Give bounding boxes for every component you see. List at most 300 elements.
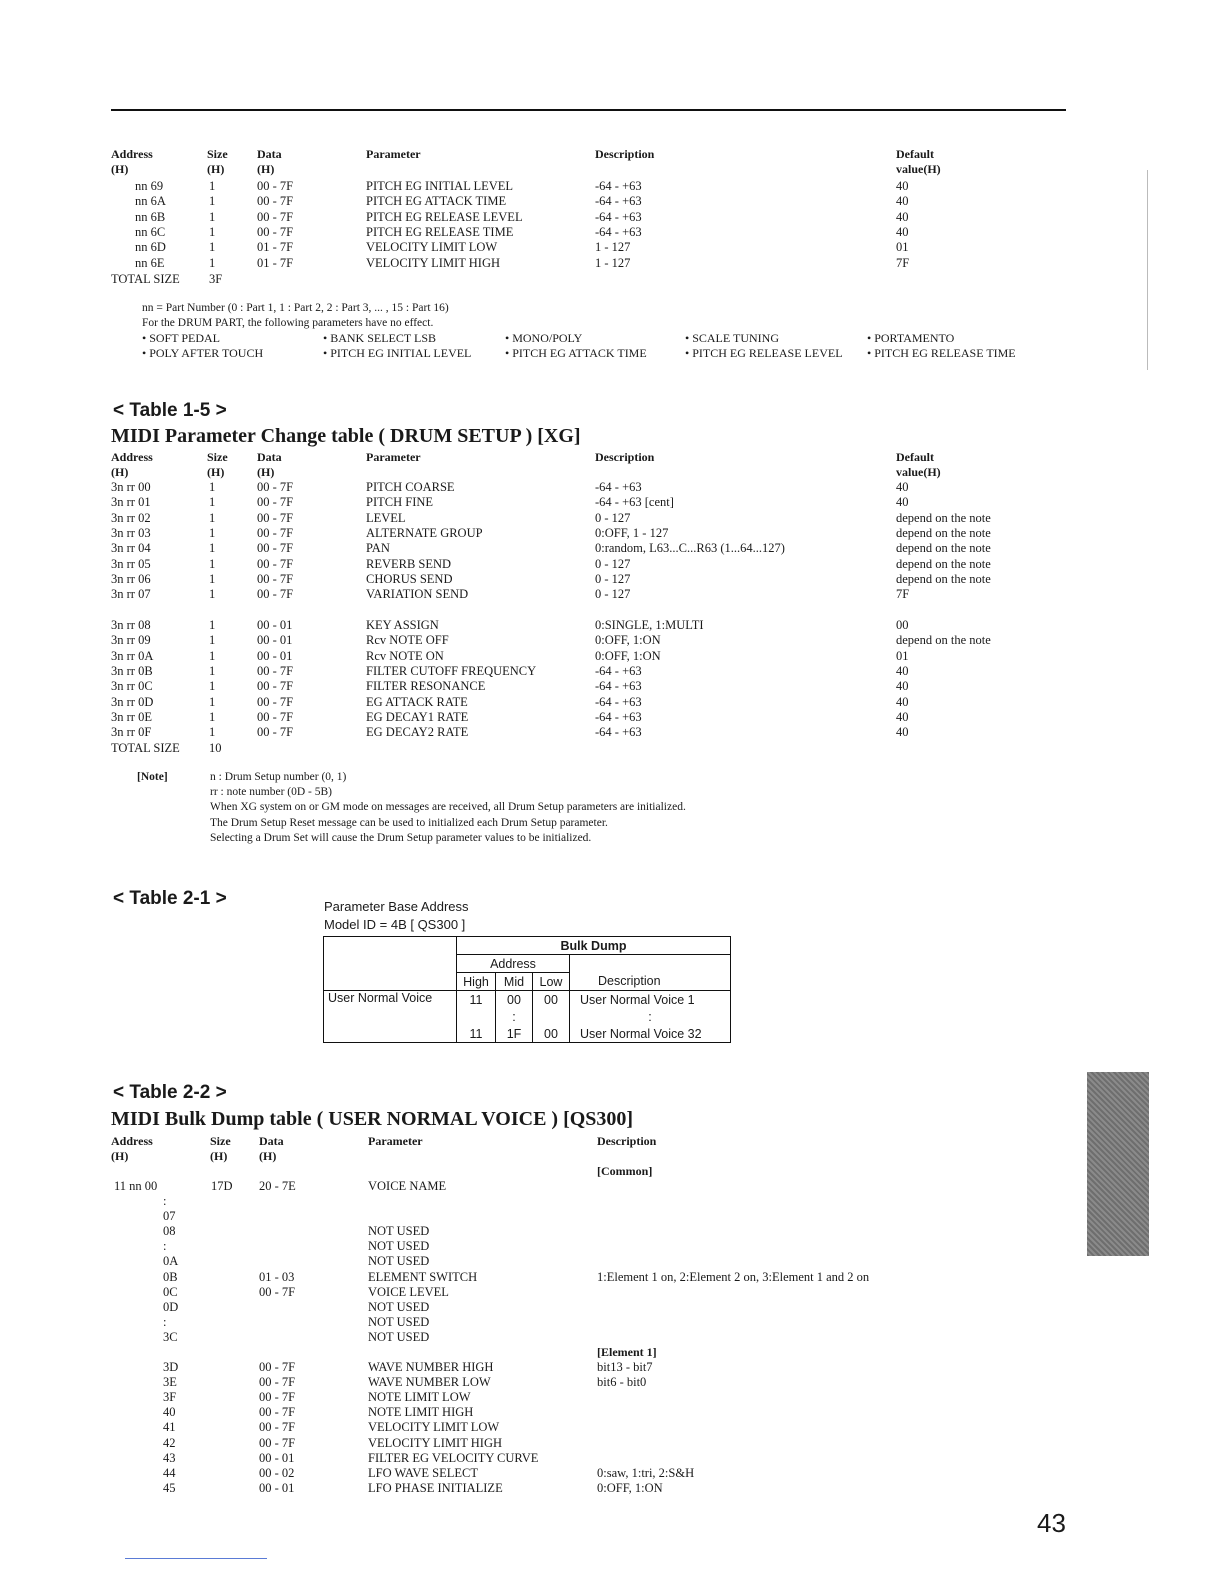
cell-default: 00 <box>896 618 909 632</box>
cell-parameter: VOICE LEVEL <box>368 1284 449 1299</box>
cell-size: 1 <box>209 480 216 494</box>
table-row <box>0 1193 1224 1209</box>
table-row <box>0 1314 1224 1330</box>
table-row <box>0 178 1224 194</box>
common-section-label: [Common] <box>597 1164 653 1178</box>
cell-data: 00 - 01 <box>257 618 293 632</box>
table-header <box>0 1133 1224 1149</box>
cell-address: nn 69 <box>135 179 164 193</box>
note-label: [Note] <box>137 771 168 783</box>
cell-data: 00 - 7F <box>259 1435 296 1450</box>
address-heading: Address <box>457 955 570 973</box>
cell-address: 0B <box>163 1269 178 1284</box>
header-default-unit: value(H) <box>896 465 941 479</box>
header-size-unit: (H) <box>207 465 225 479</box>
cell-data: 00 - 02 <box>259 1465 295 1480</box>
cell-default: 40 <box>896 663 909 678</box>
table-2-1-label: < Table 2-1 > <box>113 888 227 909</box>
cell-address: 0D <box>163 1299 179 1314</box>
cell-size: 1 <box>209 525 216 540</box>
header-size: Size <box>207 147 228 161</box>
cell-data: 00 - 7F <box>257 725 294 740</box>
cell-description: 0:SINGLE, 1:MULTI <box>595 618 704 632</box>
cell-address: 3D <box>163 1360 179 1374</box>
cell-default: 40 <box>896 480 909 494</box>
cell-address: 3E <box>163 1375 177 1390</box>
table-row <box>0 1465 1224 1481</box>
cell-data: 00 - 7F <box>257 525 294 540</box>
table-row <box>0 709 1224 725</box>
voice-name-size: 17D <box>211 1179 233 1193</box>
cell-data: 00 - 7F <box>257 663 294 678</box>
model-id: Model ID = 4B [ QS300 ] <box>324 917 466 932</box>
cell-parameter: KEY ASSIGN <box>366 618 439 632</box>
cell-description: -64 - +63 <box>595 209 642 224</box>
header-parameter: Parameter <box>368 1134 423 1148</box>
cell-description: 1 - 127 <box>595 255 631 270</box>
cell-address: 3F <box>163 1390 177 1405</box>
cell-data: 01 - 7F <box>257 255 294 270</box>
drum-part-note: For the DRUM PART, the following parameters have no effect. <box>142 317 434 329</box>
cell-address: : <box>163 1239 167 1254</box>
cell-description: bit6 - bit0 <box>597 1375 647 1390</box>
table-row <box>0 1329 1224 1345</box>
table-row <box>0 1208 1224 1224</box>
cell-data: 00 - 01 <box>257 648 293 663</box>
cell-default: 40 <box>896 725 909 740</box>
part-number-note: nn = Part Number (0 : Part 1, 1 : Part 2, 2 : Part 3, ... , 15 : Part 16) <box>142 302 449 314</box>
side-thumb-tab <box>1087 1072 1149 1256</box>
r1-mid: 00 <box>496 991 533 1009</box>
cell-parameter: PITCH EG RELEASE LEVEL <box>366 209 523 224</box>
no-effect-item: • PITCH EG INITIAL LEVEL <box>323 346 472 360</box>
cell-address: 42 <box>163 1435 176 1450</box>
cell-address: nn 6A <box>135 194 166 209</box>
cell-description: 1 - 127 <box>595 240 631 255</box>
cell-size: 1 <box>209 209 216 224</box>
cell-description: -64 - +63 <box>595 194 642 209</box>
header-data: Data <box>259 1134 284 1148</box>
cell-description: -64 - +63 <box>595 679 642 694</box>
cell-data: 00 - 7F <box>257 541 294 556</box>
cell-data: 00 - 7F <box>259 1284 296 1299</box>
cell-parameter: NOT USED <box>368 1329 430 1344</box>
cell-data: 00 - 01 <box>259 1450 295 1465</box>
cell-parameter: PITCH EG ATTACK TIME <box>366 194 507 209</box>
cell-default: depend on the note <box>896 633 991 648</box>
table-row <box>0 510 1224 526</box>
table-row <box>0 663 1224 679</box>
cell-address: 3n rr 0B <box>111 663 153 678</box>
cell-data: 00 - 7F <box>259 1405 296 1420</box>
voice-name-row <box>0 1178 1224 1194</box>
table-header <box>0 449 1224 465</box>
table-row <box>0 494 1224 510</box>
cell-default: 40 <box>896 209 909 224</box>
header-address-unit: (H) <box>111 465 129 479</box>
cell-default: depend on the note <box>896 541 991 556</box>
cell-parameter: Rcv NOTE OFF <box>366 633 449 648</box>
table-row <box>0 1269 1224 1285</box>
cell-data: 00 - 7F <box>257 679 294 694</box>
header-description: Description <box>595 147 655 161</box>
no-effect-item: • SCALE TUNING <box>685 331 779 345</box>
header-address-unit: (H) <box>111 1149 129 1163</box>
cell-data: 00 - 7F <box>259 1420 296 1435</box>
cell-parameter: PITCH FINE <box>366 495 434 510</box>
table-row <box>0 1299 1224 1315</box>
cell-size: 1 <box>209 510 216 525</box>
cell-parameter: NOT USED <box>368 1314 430 1329</box>
header-size: Size <box>207 450 228 464</box>
cell-description: -64 - +63 <box>595 179 642 193</box>
cell-parameter: NOT USED <box>368 1239 430 1254</box>
table-row <box>0 724 1224 740</box>
cell-description: 1:Element 1 on, 2:Element 2 on, 3:Element 1 and 2 on <box>597 1269 870 1284</box>
header-address: Address <box>111 450 153 464</box>
cell-default: 7F <box>896 255 910 270</box>
cell-address: : <box>163 1314 167 1329</box>
bottom-rule <box>125 1558 267 1559</box>
table-row <box>0 1374 1224 1390</box>
cell-address: 3n rr 03 <box>111 525 151 540</box>
cell-parameter: FILTER RESONANCE <box>366 679 486 694</box>
cell-parameter: PITCH COARSE <box>366 480 455 494</box>
no-effect-item: • PITCH EG ATTACK TIME <box>505 346 647 360</box>
cell-data: 00 - 7F <box>259 1375 296 1390</box>
no-effect-item: • POLY AFTER TOUCH <box>142 346 264 360</box>
cell-size: 1 <box>209 694 216 709</box>
table-1-5-label: < Table 1-5 > <box>113 400 227 421</box>
cell-size: 1 <box>209 541 216 556</box>
cell-data: 00 - 7F <box>259 1360 296 1374</box>
cell-data: 01 - 7F <box>257 240 294 255</box>
low-heading: Low <box>533 973 570 991</box>
no-effect-item: • SOFT PEDAL <box>142 331 220 345</box>
cell-default: depend on the note <box>896 525 991 540</box>
total-size-label: TOTAL SIZE <box>111 741 180 755</box>
cell-size: 1 <box>209 255 216 270</box>
cell-size: 1 <box>209 224 216 239</box>
header-default-unit: value(H) <box>896 162 941 176</box>
cell-default: 01 <box>896 648 909 663</box>
cell-data: 00 - 7F <box>257 587 294 602</box>
table-header <box>0 146 1224 162</box>
cell-size: 1 <box>209 495 216 510</box>
cell-default: 40 <box>896 679 909 694</box>
high-heading: High <box>457 973 496 991</box>
cell-size: 1 <box>209 679 216 694</box>
cell-description: -64 - +63 <box>595 694 642 709</box>
cell-default: 40 <box>896 194 909 209</box>
cell-address: 45 <box>163 1480 176 1495</box>
cell-address: 0C <box>163 1284 178 1299</box>
header-size-unit: (H) <box>207 162 225 176</box>
top-rule <box>111 109 1066 111</box>
cell-data: 00 - 01 <box>259 1480 295 1495</box>
cell-default: depend on the note <box>896 571 991 586</box>
table-row <box>0 556 1224 572</box>
cell-parameter: VELOCITY LIMIT HIGH <box>366 255 501 270</box>
table-row <box>0 1389 1224 1405</box>
header-size: Size <box>210 1134 231 1148</box>
cell-size: 1 <box>209 663 216 678</box>
cell-address: nn 6C <box>135 224 166 239</box>
r2-mid: 1F <box>496 1025 533 1043</box>
cell-data: 00 - 7F <box>257 571 294 586</box>
cell-data: 00 - 7F <box>257 209 294 224</box>
cell-address: nn 6B <box>135 209 166 224</box>
total-size-label: TOTAL SIZE <box>111 272 180 286</box>
page-number: 43 <box>1037 1508 1066 1538</box>
cell-default: 01 <box>896 240 909 255</box>
r-dots-mid: : <box>496 1008 533 1025</box>
total-size-value: 3F <box>209 272 223 286</box>
cell-address: 3n rr 06 <box>111 571 151 586</box>
cell-data: 01 - 03 <box>259 1269 295 1284</box>
cell-parameter: NOT USED <box>368 1224 430 1239</box>
cell-parameter: NOT USED <box>368 1254 430 1269</box>
cell-parameter: VELOCITY LIMIT HIGH <box>368 1435 503 1450</box>
cell-size: 1 <box>209 709 216 724</box>
cell-description: -64 - +63 <box>595 725 642 740</box>
header-data-unit: (H) <box>257 162 275 176</box>
table-row <box>0 1223 1224 1239</box>
cell-parameter: CHORUS SEND <box>366 571 453 586</box>
cell-description: 0 - 127 <box>595 587 631 602</box>
total-size-value: 10 <box>209 741 222 755</box>
table-row <box>0 193 1224 209</box>
header-size-unit: (H) <box>210 1149 228 1163</box>
cell-description: -64 - +63 <box>595 709 642 724</box>
cell-address: : <box>163 1194 167 1208</box>
r1-low: 00 <box>533 991 570 1009</box>
cell-size: 1 <box>209 240 216 255</box>
cell-address: 3n rr 09 <box>111 633 151 648</box>
table-row <box>0 1450 1224 1466</box>
cell-size: 1 <box>209 571 216 586</box>
cell-address: 0A <box>163 1254 179 1269</box>
table-row <box>0 1253 1224 1269</box>
cell-parameter: LEVEL <box>366 510 406 525</box>
cell-parameter: NOTE LIMIT HIGH <box>368 1405 474 1420</box>
table-row <box>0 1359 1224 1375</box>
table-row <box>0 1284 1224 1300</box>
cell-parameter: VELOCITY LIMIT LOW <box>366 240 498 255</box>
cell-data: 00 - 7F <box>257 480 294 494</box>
cell-size: 1 <box>209 587 216 602</box>
table-row <box>0 224 1224 240</box>
table-row <box>0 586 1224 602</box>
cell-address: nn 6E <box>135 255 165 270</box>
cell-address: 3C <box>163 1329 178 1344</box>
cell-description: 0 - 127 <box>595 510 631 525</box>
no-effect-item: • PITCH EG RELEASE TIME <box>867 346 1016 360</box>
cell-parameter: PITCH EG RELEASE TIME <box>366 224 514 239</box>
cell-size: 1 <box>209 556 216 571</box>
cell-data: 00 - 01 <box>257 633 293 648</box>
cell-parameter: PITCH EG INITIAL LEVEL <box>366 179 514 193</box>
cell-address: 3n rr 0D <box>111 694 154 709</box>
table-row <box>0 239 1224 255</box>
cell-parameter: EG DECAY2 RATE <box>366 725 469 740</box>
cell-default: depend on the note <box>896 556 991 571</box>
header-data-unit: (H) <box>257 465 275 479</box>
cell-default: 40 <box>896 179 909 193</box>
cell-address: 3n rr 08 <box>111 618 151 632</box>
cell-address: 3n rr 0E <box>111 709 152 724</box>
cell-parameter: Rcv NOTE ON <box>366 648 444 663</box>
parameter-base-address: Parameter Base Address <box>324 899 469 914</box>
header-address-unit: (H) <box>111 162 129 176</box>
cell-parameter: ELEMENT SWITCH <box>368 1269 478 1284</box>
table-row <box>0 540 1224 556</box>
cell-default: 40 <box>896 694 909 709</box>
cell-description: -64 - +63 [cent] <box>595 495 674 510</box>
cell-parameter: REVERB SEND <box>366 556 452 571</box>
r1-desc: User Normal Voice 1 <box>570 991 731 1009</box>
table-row <box>0 571 1224 587</box>
cell-description: 0:saw, 1:tri, 2:S&H <box>597 1465 695 1480</box>
table-row <box>0 1404 1224 1420</box>
cell-address: 3n rr 05 <box>111 556 151 571</box>
cell-data: 00 - 7F <box>257 694 294 709</box>
r-dots-desc: : <box>570 1008 731 1025</box>
note-line: rr : note number (0D - 5B) <box>210 786 332 799</box>
cell-address: 3n rr 02 <box>111 510 151 525</box>
cell-description: 0 - 127 <box>595 556 631 571</box>
table-row <box>0 648 1224 664</box>
table-row <box>0 632 1224 648</box>
header-parameter: Parameter <box>366 147 421 161</box>
cell-parameter: NOTE LIMIT LOW <box>368 1390 471 1405</box>
cell-parameter: LFO PHASE INITIALIZE <box>368 1480 503 1495</box>
r2-low: 00 <box>533 1025 570 1043</box>
cell-data: 00 - 7F <box>257 179 294 193</box>
cell-description: -64 - +63 <box>595 224 642 239</box>
cell-parameter: LFO WAVE SELECT <box>368 1465 478 1480</box>
cell-parameter: VARIATION SEND <box>366 587 469 602</box>
table-row <box>0 209 1224 225</box>
table-2-2-label: < Table 2-2 > <box>113 1082 227 1103</box>
cell-size: 1 <box>209 618 216 632</box>
cell-data: 00 - 7F <box>257 224 294 239</box>
cell-address: 43 <box>163 1450 176 1465</box>
header-description: Description <box>595 450 655 464</box>
r2-desc: User Normal Voice 32 <box>570 1025 731 1043</box>
header-default: Default <box>896 450 934 464</box>
cell-parameter: FILTER EG VELOCITY CURVE <box>368 1450 539 1465</box>
table-row <box>0 1480 1224 1496</box>
mid-heading: Mid <box>496 973 533 991</box>
header-description: Description <box>597 1134 657 1148</box>
cell-address: 07 <box>163 1209 176 1224</box>
cell-address: 3n rr 01 <box>111 495 151 510</box>
cell-default: 7F <box>896 587 910 602</box>
cell-parameter: WAVE NUMBER LOW <box>368 1375 491 1390</box>
table-row <box>0 694 1224 710</box>
header-data: Data <box>257 450 282 464</box>
cell-description: 0:OFF, 1 - 127 <box>595 525 669 540</box>
cell-description: 0:random, L63...C...R63 (1...64...127) <box>595 541 785 556</box>
table-row <box>0 525 1224 541</box>
cell-size: 1 <box>209 648 216 663</box>
no-effect-item: • BANK SELECT LSB <box>323 331 436 345</box>
cell-description: 0:OFF, 1:ON <box>595 648 661 663</box>
no-effect-item: • PORTAMENTO <box>867 331 955 345</box>
cell-parameter: EG DECAY1 RATE <box>366 709 469 724</box>
cell-description: bit13 - bit7 <box>597 1360 653 1374</box>
cell-address: 44 <box>163 1465 176 1480</box>
table-1-5-title: MIDI Parameter Change table ( DRUM SETUP ) [XG] <box>111 425 581 447</box>
cell-data: 00 - 7F <box>257 495 294 510</box>
cell-address: 40 <box>163 1405 176 1420</box>
cell-default: depend on the note <box>896 510 991 525</box>
cell-address: 41 <box>163 1420 176 1435</box>
table-header-units <box>0 161 1224 177</box>
cell-description: -64 - +63 <box>595 663 642 678</box>
element-1-section-label: [Element 1] <box>597 1345 657 1359</box>
table-1-5-total <box>0 740 1224 756</box>
table-2-2-title: MIDI Bulk Dump table ( USER NORMAL VOICE ) [QS300] <box>111 1108 634 1130</box>
note-line: The Drum Setup Reset message can be used to initialized each Drum Setup parameter. <box>210 816 608 829</box>
cell-address: 3n rr 0A <box>111 648 154 663</box>
note-line: When XG system on or GM mode on messages are received, all Drum Setup parameters are initialized. <box>210 801 686 814</box>
cell-parameter: VELOCITY LIMIT LOW <box>368 1420 500 1435</box>
cell-parameter: EG ATTACK RATE <box>366 694 468 709</box>
bulk-dump-heading: Bulk Dump <box>457 937 731 955</box>
cell-description: -64 - +63 <box>595 480 642 494</box>
table-row <box>0 255 1224 271</box>
user-normal-voice-label: User Normal Voice <box>324 991 457 1043</box>
cell-size: 1 <box>209 194 216 209</box>
bulk-dump-address-table <box>323 936 731 1043</box>
cell-default: 40 <box>896 709 909 724</box>
table-header-units <box>0 464 1224 480</box>
no-effect-item: • PITCH EG RELEASE LEVEL <box>685 346 843 360</box>
cell-address: 3n rr 00 <box>111 480 151 494</box>
cell-parameter: PAN <box>366 541 390 556</box>
cell-parameter: NOT USED <box>368 1299 430 1314</box>
cell-address: nn 6D <box>135 240 166 255</box>
header-address: Address <box>111 1134 153 1148</box>
cell-data: 00 - 7F <box>257 709 294 724</box>
header-default: Default <box>896 147 934 161</box>
header-data: Data <box>257 147 282 161</box>
cell-default: 40 <box>896 224 909 239</box>
cell-description: 0:OFF, 1:ON <box>597 1480 663 1495</box>
cell-description: 0:OFF, 1:ON <box>595 633 661 648</box>
table-row <box>0 678 1224 694</box>
note-line: Selecting a Drum Set will cause the Drum Setup parameter values to be initialized. <box>210 831 592 844</box>
cell-size: 1 <box>209 633 216 648</box>
header-parameter: Parameter <box>366 450 421 464</box>
cell-address: 3n rr 04 <box>111 541 151 556</box>
no-effect-item: • MONO/POLY <box>505 331 583 345</box>
table-header-units <box>0 1148 1224 1164</box>
cell-data: 00 - 7F <box>259 1390 296 1405</box>
table-row <box>0 1238 1224 1254</box>
cell-address: 3n rr 0C <box>111 679 153 694</box>
table-row <box>0 617 1224 633</box>
cell-size: 1 <box>209 725 216 740</box>
cell-parameter: ALTERNATE GROUP <box>366 525 483 540</box>
cell-default: 40 <box>896 495 909 510</box>
r1-high: 11 <box>457 991 496 1009</box>
header-address: Address <box>111 147 153 161</box>
cell-size: 1 <box>209 179 216 193</box>
table-row <box>0 1435 1224 1451</box>
